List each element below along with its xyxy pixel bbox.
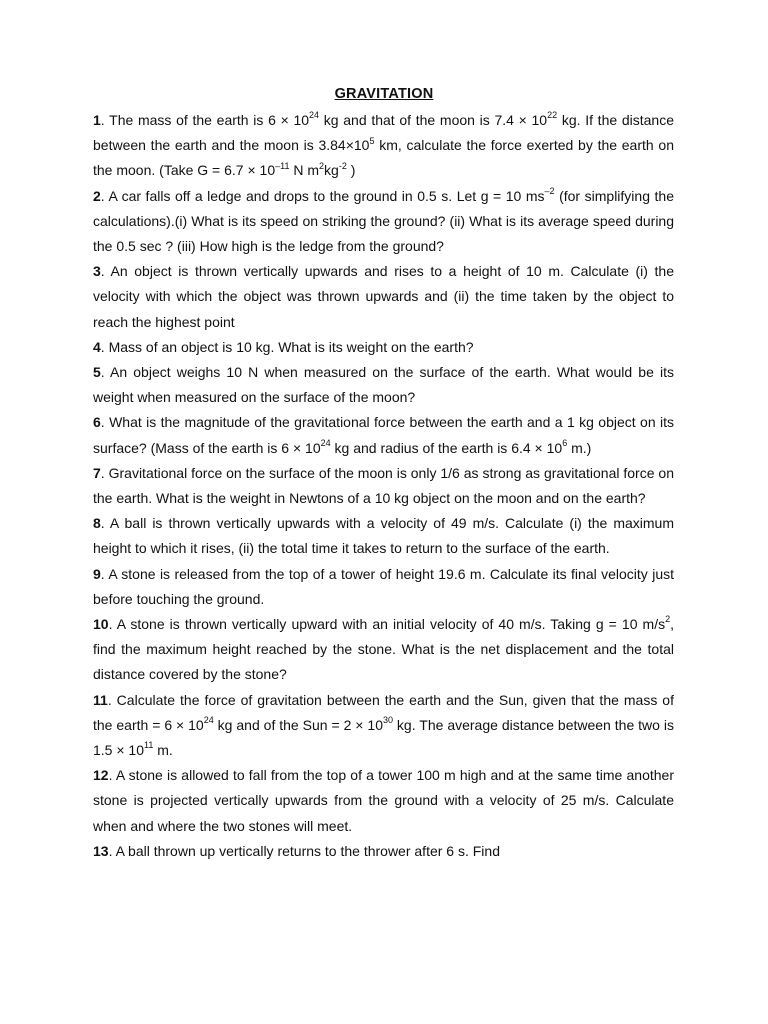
question-list [93, 108, 674, 864]
question-text: . Calculate the force of gravitation between the earth and the Sun, given that the mass of the earth = $6 \times 10^{24}$ kg and of the Sun = $2 \times 10^{30}$ kg. The average distance between the two is $1.5 \times 10^{11}$ m. [93, 691, 674, 759]
question-text: . A ball is thrown vertically upwards with a velocity of 49 m/s. Calculate (i) the maximum height to which it rises, (ii) the total time it takes to return to the surface of the earth. [93, 515, 674, 557]
question-item [93, 562, 674, 612]
question-text: . A stone is released from the top of a tower of height 19.6 m. Calculate its final velocity just before touching the ground. [93, 565, 674, 607]
question-item [93, 839, 674, 864]
question-number: 3 [93, 263, 101, 280]
question-text: . A car falls off a ledge and drops to the ground in 0.5 s. Let g = 10 $ms^{-2}$ (for simplifying the calculations).(i) What is its speed on striking the ground? (ii) What is its average speed during the 0.5 sec ? (iii) How high is the ledge from the ground? [93, 185, 674, 255]
question-number: 5 [93, 364, 101, 381]
question-number: 7 [93, 464, 101, 481]
question-item [93, 461, 674, 511]
question-item [93, 108, 674, 184]
question-number: 13 [93, 842, 109, 859]
question-number: 2 [93, 187, 101, 204]
question-text: . Mass of an object is 10 kg. What is its weight on the earth? [100, 338, 474, 355]
question-item [93, 360, 674, 410]
question-number: 8 [93, 515, 101, 532]
question-text: . Gravitational force on the surface of the moon is only 1/6 as strong as gravitational force on the earth. What is the weight in Newtons of a 10 kg object on the moon and on the earth? [93, 464, 674, 507]
question-item [93, 511, 674, 561]
question-item [93, 259, 674, 335]
question-item [93, 763, 674, 839]
question-text: . An object weighs 10 N when measured on the surface of the earth. What would be its weight when measured on the surface of the moon? [93, 364, 674, 406]
question-number: 1 [93, 112, 101, 128]
question-item [93, 612, 674, 688]
question-text: . A stone is allowed to fall from the top of a tower 100 m high and at the same time another stone is projected vertically upwards from the ground with a velocity of 25 m/s. Calculate when and where the two stones will meet. [93, 767, 674, 834]
question-item [93, 688, 674, 764]
question-text: . What is the magnitude of the gravitational force between the earth and a 1 kg object on its surface? (Mass of the earth is $6 \times 10^{24}$ kg and radius of the earth is $6.4 \times 10^6$ m.) [93, 414, 674, 456]
question-number: 6 [93, 414, 101, 431]
question-text: . A ball thrown up vertically returns to the thrower after 6 s. Find [108, 842, 500, 859]
question-number: 11 [93, 691, 108, 708]
page-title: GRAVITATION [334, 86, 434, 102]
question-number: 10 [93, 616, 109, 633]
question-text: . An object is thrown vertically upwards and rises to a height of 10 m. Calculate (i) the velocity with which the object was thrown upwards and (ii) the time taken by the object to reach the highest point [93, 263, 674, 330]
question-item [93, 410, 674, 460]
question-text: . A stone is thrown vertically upward with an initial velocity of 40 m/s. Taking g = 10 $m/s^2$, find the maximum height reached by the stone. What is the net displacement and the total distance covered by the stone? [93, 614, 674, 683]
question-number: 12 [93, 767, 109, 784]
question-text: . The mass of the earth is $6 \times 10^{24}$ kg and that of the moon is $7.4 \times 10^{22}$ kg. If the distance between the earth and the moon is $3.84\times 10^5$ km, calculate the force exerted by the earth on the moon. (Take $G = 6.7 \times 10^{-11}$ N $m^2kg^{-2}$ ) [93, 110, 675, 179]
question-item [93, 184, 674, 260]
question-number: 4 [93, 338, 101, 355]
question-number: 9 [93, 565, 101, 582]
question-item [93, 335, 674, 360]
